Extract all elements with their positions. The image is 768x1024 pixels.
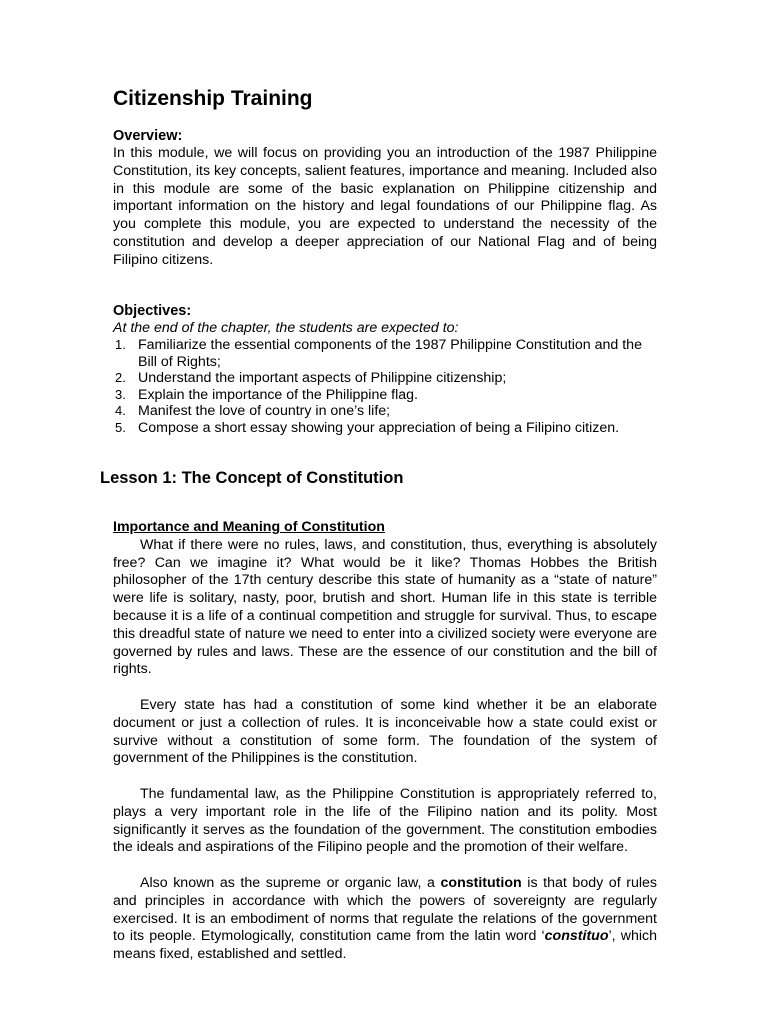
lesson-heading: Lesson 1: The Concept of Constitution bbox=[100, 469, 404, 487]
objectives-intro: At the end of the chapter, the students are expected to: bbox=[113, 320, 459, 336]
list-item bbox=[113, 337, 657, 370]
list-item bbox=[113, 403, 657, 420]
list-item bbox=[113, 370, 657, 387]
paragraph-text: ’, which means fixed, established and settled. bbox=[113, 928, 657, 963]
list-item bbox=[113, 420, 657, 437]
objectives-list bbox=[113, 337, 657, 437]
objectives-heading: Objectives: bbox=[113, 303, 192, 319]
objectives-section bbox=[113, 303, 657, 437]
paragraph: What if there were no rules, laws, and constitution, thus, everything is absolutely free? Can we imagine it? What would be it like? Thomas Hobbes the British philosopher of the 17th century describe this state of humanity as a “state of nature” were life is solitary, nasty, poor, brutish and short. Human life in this state is terrible because it is a life of a continual competition and struggle for survival. Thus, to escape this dreadful state of nature we need to enter into a civilized society were everyone are governed by rules and laws. These are the essence of our constitution and the bill of rights. bbox=[113, 536, 657, 678]
list-item-text: Understand the important aspects of Philippine citizenship; bbox=[138, 370, 507, 387]
paragraph-text: is that body of rules and principles in accordance with which the powers of sovereignty are regularly exercised. It is an embodiment of norms that regulate the relations of the government to its people. Etymologically, constitution came from the latin word ‘ bbox=[113, 874, 658, 945]
lesson-content bbox=[113, 519, 657, 982]
latin-word: constituo bbox=[544, 928, 609, 945]
lesson-subheading: Importance and Meaning of Constitution bbox=[113, 519, 385, 535]
bold-term: constitution bbox=[440, 874, 522, 891]
list-item-text: Compose a short essay showing your appreciation of being a Filipino citizen. bbox=[138, 419, 620, 436]
paragraph-text: Also known as the supreme or organic law, a bbox=[140, 874, 441, 891]
list-item-text: Familiarize the essential components of the 1987 Philippine Constitution and the Bill of Rights; bbox=[138, 337, 642, 370]
overview-text: In this module, we will focus on providing you an introduction of the 1987 Philippine Constitution, its key concepts, salient features, importance and meaning. Included also in this module are some of the basic explanation on Philippine citizenship and important information on the history and legal foundations of our Philippine flag. As you complete this module, you are expected to understand the necessity of the constitution and develop a deeper appreciation of our National Flag and of being Filipino citizens. bbox=[113, 145, 657, 268]
list-item-text: Explain the importance of the Philippine flag. bbox=[138, 386, 418, 403]
list-item-number: 2. bbox=[115, 370, 126, 386]
paragraph-constitution-definition bbox=[113, 875, 657, 964]
overview-heading: Overview: bbox=[113, 128, 183, 144]
overview-section bbox=[113, 128, 657, 270]
list-item-text: Manifest the love of country in one’s life; bbox=[138, 403, 391, 420]
page-title: Citizenship Training bbox=[113, 87, 313, 110]
list-item-number: 1. bbox=[115, 337, 126, 352]
paragraph: The fundamental law, as the Philippine Constitution is appropriately referred to, plays a very important role in the life of the Filipino nation and its polity. Most significantly it serves as the foundation of the government. The constitution embodies the ideals and aspirations of the Filipino people and the promotion of their welfare. bbox=[113, 785, 657, 856]
list-item-number: 5. bbox=[115, 419, 126, 435]
list-item bbox=[113, 387, 657, 404]
paragraph: Every state has had a constitution of some kind whether it be an elaborate document or just a collection of rules. It is inconceivable how a state could exist or survive without a constitution of some form. The foundation of the system of government of the Philippines is the constitution. bbox=[113, 696, 657, 767]
list-item-number: 3. bbox=[115, 386, 126, 402]
list-item-number: 4. bbox=[115, 403, 126, 419]
